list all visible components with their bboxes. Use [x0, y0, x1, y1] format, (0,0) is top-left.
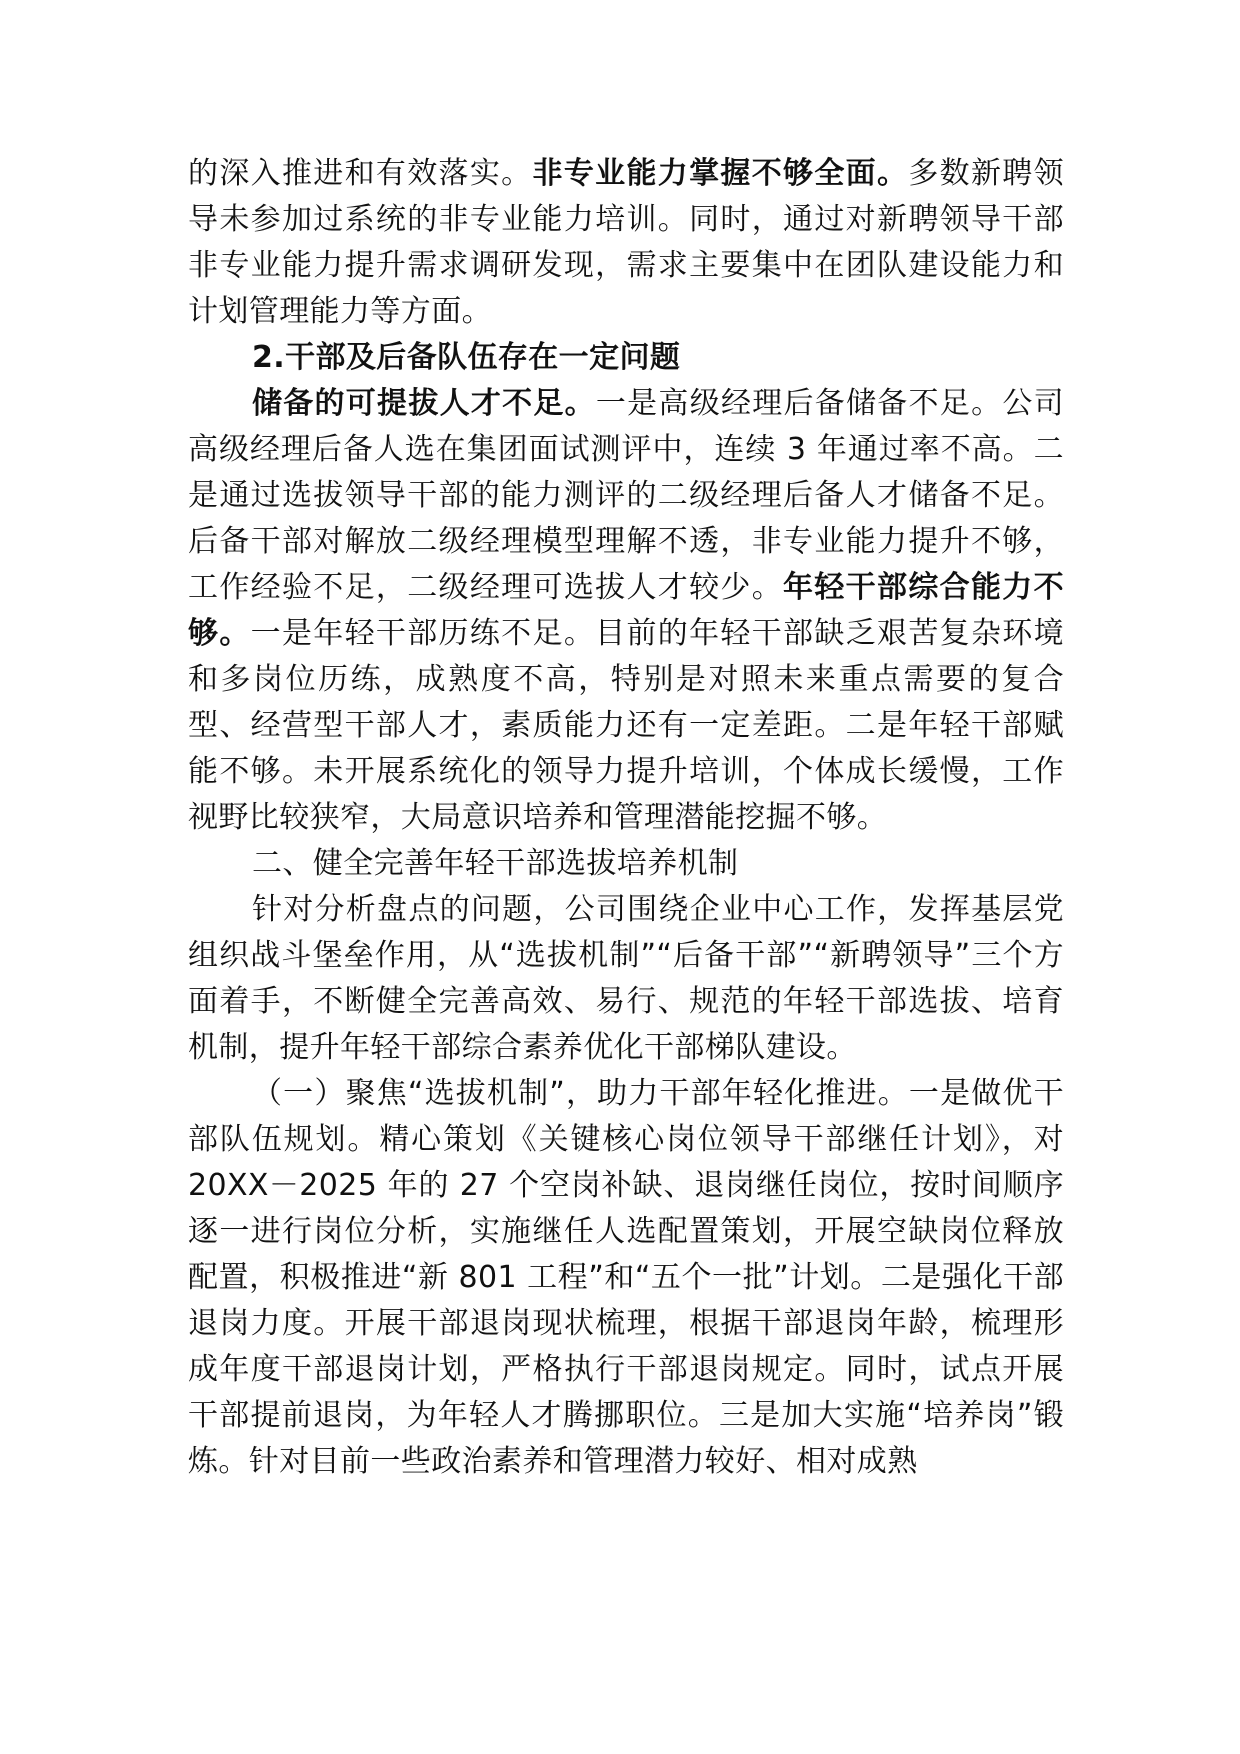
bold-run: 储备的可提拔人才不足。: [252, 386, 596, 421]
paragraph-1: [188, 151, 1064, 335]
bold-run: 年轻干部综合能力不够。: [188, 570, 1064, 651]
document-page: [188, 151, 1064, 1485]
section-title: [188, 841, 1064, 887]
bold-run: 非专业能力掌握不够全面。: [532, 156, 909, 191]
text-run: 针对分析盘点的问题，公司围绕企业中心工作，发挥基层党组织战斗堡垒作用，从“选拔机制”“后备干部”“新聘领导”三个方面着手，不断健全完善高效、易行、规范的年轻干部选拔、培育机制，提升年轻干部综合素养优化干部梯队建设。: [188, 892, 1064, 1065]
text-run: 多数新聘领导未参加过系统的非专业能力培训。同时，通过对新聘领导干部非专业能力提升需求调研发现，需求主要集中在团队建设能力和计划管理能力等方面。: [188, 156, 1064, 329]
text-run: 一是年轻干部历练不足。目前的年轻干部缺乏艰苦复杂环境和多岗位历练，成熟度不高，特别是对照未来重点需要的复合型、经营型干部人才，素质能力还有一定差距。二是年轻干部赋能不够。未开展系统化的领导力提升培训，个体成长缓慢，工作视野比较狭窄，大局意识培养和管理潜能挖掘不够。: [188, 616, 1064, 835]
text-run: （一）聚焦“选拔机制”，助力干部年轻化推进。一是做优干部队伍规划。精心策划《关键核心岗位领导干部继任计划》，对 20XX－2025 年的 27 个空岗补缺、退岗继任岗位，按时间顺序逐一进行岗位分析，实施继任人选配置策划，开展空缺岗位释放配置，积极推进“新 801 工程”和“五个一批”计划。二是强化干部退岗力度。开展干部退岗现状梳理，根据干部退岗年龄，梳理形成年度干部退岗计划，严格执行干部退岗规定。同时，试点开展干部提前退岗，为年轻人才腾挪职位。三是加大实施“培养岗”锻炼。针对目前一些政治素养和管理潜力较好、相对成熟: [188, 1076, 1064, 1479]
paragraph-6: [188, 1071, 1064, 1485]
text-run: 的深入推进和有效落实。: [188, 156, 533, 191]
paragraph-5: [188, 887, 1064, 1071]
heading-text: 2.干部及后备队伍存在一定问题: [252, 340, 681, 375]
section-heading: [188, 335, 1064, 381]
text-run: 一是高级经理后备储备不足。公司高级经理后备人选在集团面试测评中，连续 3 年通过率不高。二是通过选拔领导干部的能力测评的二级经理后备人才储备不足。后备干部对解放二级经理模型理解不透，非专业能力提升不够，工作经验不足，二级经理可选拔人才较少。: [188, 386, 1064, 605]
paragraph-3: [188, 381, 1064, 841]
text-run: 二、健全完善年轻干部选拔培养机制: [252, 846, 739, 881]
